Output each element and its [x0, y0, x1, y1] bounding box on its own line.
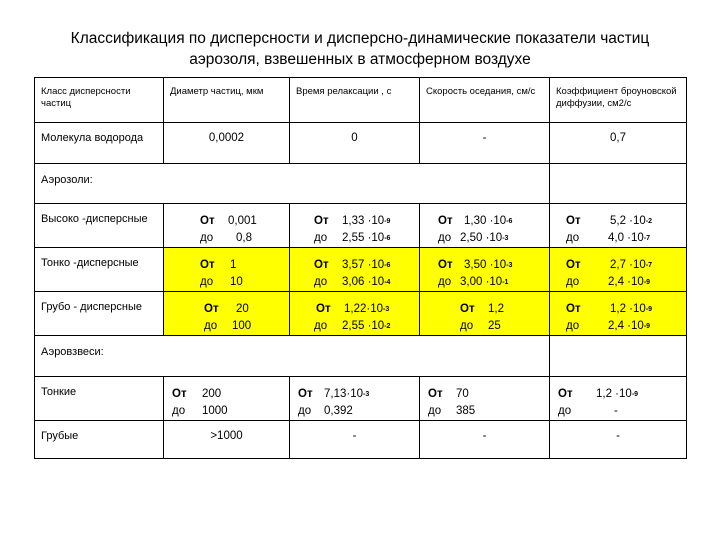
to-label: до — [172, 405, 186, 417]
value-to: - — [614, 405, 618, 417]
cell-diffusion — [550, 292, 687, 336]
exponent: -7 — [643, 235, 651, 242]
cell-relaxation — [290, 292, 420, 336]
to-label: до — [298, 405, 312, 417]
header-diameter: Диаметр частиц, мкм — [164, 78, 290, 123]
from-label: От — [438, 259, 453, 271]
from-label: От — [558, 388, 573, 400]
exponent: -2 — [384, 323, 391, 330]
row-label: Тонкие — [35, 377, 164, 421]
value-to: 25 — [488, 320, 501, 332]
header-diffusion: Коэффициент броуновской диффузии, см2/с — [550, 78, 687, 123]
cell-relaxation — [290, 248, 420, 292]
to-label: до — [200, 232, 214, 244]
from-label: От — [428, 388, 443, 400]
value-to: 2,55 ·10 — [342, 232, 385, 244]
value-from: 3,50 ·10 — [464, 259, 507, 271]
value-from: 1,30 ·10 — [464, 215, 507, 227]
cell-diffusion — [550, 377, 687, 421]
value-from: 2,7 ·10 — [610, 259, 646, 271]
title-line-1: Классификация по дисперсности и дисперсно-динамические показатели частиц — [70, 30, 650, 47]
cell-speed: - — [420, 421, 550, 459]
to-label: до — [314, 232, 328, 244]
value-to: 1000 — [202, 405, 228, 417]
exponent: -7 — [645, 262, 653, 269]
from-label: От — [316, 303, 331, 315]
section-row-aerosols — [35, 164, 687, 204]
cell-diffusion: - — [550, 421, 687, 459]
row-label: Высоко -дисперсные — [35, 204, 164, 248]
row-label: Тонко -дисперсные — [35, 248, 164, 292]
value-to: 2,50 ·10 — [460, 232, 503, 244]
to-label: до — [558, 405, 572, 417]
from-label: От — [314, 259, 329, 271]
from-label: От — [460, 303, 475, 315]
value-from: 20 — [236, 303, 249, 315]
to-label: до — [566, 276, 580, 288]
to-label: до — [314, 276, 328, 288]
section-label: Аэровзвеси: — [35, 336, 550, 377]
cell-diameter: >1000 — [164, 421, 290, 459]
to-label: до — [428, 405, 442, 417]
exponent: -3 — [363, 391, 370, 398]
exponent: -9 — [643, 279, 651, 286]
value-from: 0,001 — [228, 215, 257, 227]
to-label: до — [200, 276, 214, 288]
value-to: 10 — [230, 276, 243, 288]
value-from: 200 — [202, 388, 222, 400]
cell-speed — [420, 248, 550, 292]
exponent: -6 — [384, 235, 391, 242]
table-row-thin — [35, 377, 687, 421]
value-from: 1 — [230, 259, 237, 271]
value-to: 0,8 — [236, 232, 252, 244]
exponent: -3 — [506, 262, 513, 269]
header-class: Класс дисперсности частиц — [35, 78, 164, 123]
cell-diameter — [164, 204, 290, 248]
value-to: 100 — [232, 320, 252, 332]
to-label: до — [314, 320, 328, 332]
to-label: до — [438, 276, 452, 288]
value-from: 70 — [456, 388, 469, 400]
section-row-suspensions — [35, 336, 687, 377]
from-label: От — [172, 388, 187, 400]
empty-cell — [550, 336, 687, 377]
exponent: -1 — [502, 279, 509, 286]
cell-diameter: 0,0002 — [164, 123, 290, 164]
value-from: 7,13·10 — [324, 388, 364, 400]
exponent: -6 — [506, 218, 513, 225]
value-to: 2,55 ·10 — [342, 320, 385, 332]
exponent: -9 — [631, 391, 639, 398]
cell-diameter — [164, 377, 290, 421]
row-label: Грубые — [35, 421, 164, 459]
to-label: до — [438, 232, 452, 244]
cell-relaxation: 0 — [290, 123, 420, 164]
header-row — [35, 78, 687, 123]
value-to: 2,4 ·10 — [608, 320, 644, 332]
header-speed: Скорость оседания, см/с — [420, 78, 550, 123]
from-label: От — [298, 388, 313, 400]
exponent: -2 — [645, 218, 653, 225]
from-label: От — [204, 303, 219, 315]
value-to: 0,392 — [324, 405, 353, 417]
from-label: От — [200, 215, 215, 227]
cell-relaxation — [290, 204, 420, 248]
classification-table — [34, 77, 687, 459]
value-from: 1,22·10 — [344, 303, 384, 315]
value-to: 2,4 ·10 — [608, 276, 644, 288]
value-from: 1,2 — [488, 303, 504, 315]
from-label: От — [200, 259, 215, 271]
cell-speed — [420, 204, 550, 248]
empty-cell — [550, 164, 687, 204]
row-label: Молекула водорода — [35, 123, 164, 164]
value-from: 1,33 ·10 — [342, 215, 385, 227]
exponent: -3 — [502, 235, 509, 242]
exponent: -4 — [384, 279, 391, 286]
table-row-coarse-dispersed — [35, 292, 687, 336]
table-row-high-dispersed — [35, 204, 687, 248]
cell-diameter — [164, 248, 290, 292]
cell-diffusion — [550, 204, 687, 248]
section-label: Аэрозоли: — [35, 164, 550, 204]
table-row-hydrogen — [35, 123, 687, 164]
from-label: От — [438, 215, 453, 227]
table-row-rough — [35, 421, 687, 459]
value-from: 3,57 ·10 — [342, 259, 385, 271]
exponent: -3 — [383, 306, 390, 313]
value-from: 1,2 ·10 — [596, 388, 632, 400]
from-label: От — [566, 215, 581, 227]
to-label: до — [460, 320, 474, 332]
from-label: От — [566, 303, 581, 315]
value-to: 4,0 ·10 — [608, 232, 644, 244]
cell-diffusion — [550, 248, 687, 292]
page-title — [0, 28, 720, 70]
value-from: 5,2 ·10 — [610, 215, 646, 227]
title-line-2: аэрозоля, взвешенных в атмосферном воздухе — [189, 51, 531, 68]
cell-diameter — [164, 292, 290, 336]
cell-diffusion: 0,7 — [550, 123, 687, 164]
value-to: 3,00 ·10 — [460, 276, 503, 288]
exponent: -9 — [384, 218, 391, 225]
to-label: до — [566, 320, 580, 332]
cell-speed: - — [420, 123, 550, 164]
exponent: -6 — [384, 262, 391, 269]
header-relaxation: Время релаксации , с — [290, 78, 420, 123]
value-from: 1,2 ·10 — [610, 303, 646, 315]
value-to: 385 — [456, 405, 476, 417]
to-label: до — [566, 232, 580, 244]
row-label: Грубо - дисперсные — [35, 292, 164, 336]
table-row-fine-dispersed — [35, 248, 687, 292]
exponent: -9 — [643, 323, 651, 330]
cell-relaxation — [290, 377, 420, 421]
cell-speed — [420, 292, 550, 336]
to-label: до — [204, 320, 218, 332]
from-label: От — [566, 259, 581, 271]
cell-speed — [420, 377, 550, 421]
value-to: 3,06 ·10 — [342, 276, 385, 288]
from-label: От — [314, 215, 329, 227]
exponent: -9 — [645, 306, 653, 313]
cell-relaxation: - — [290, 421, 420, 459]
